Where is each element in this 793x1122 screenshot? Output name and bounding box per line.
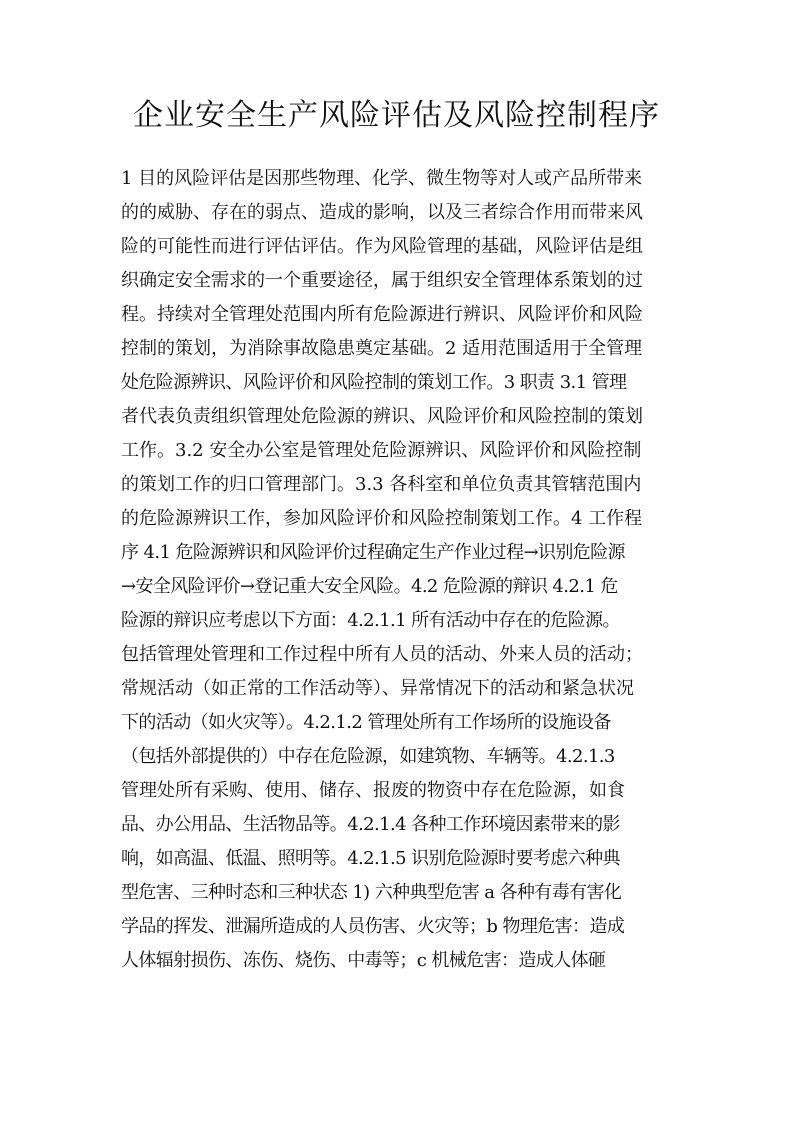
body-line: 控制的策划，为消除事故隐患奠定基础。2 适用范围适用于全管理 xyxy=(121,338,643,359)
body-line: 的的威胁、存在的弱点、造成的影响，以及三者综合作用而带来风 xyxy=(121,202,643,223)
body-line: 常规活动（如正常的工作活动等）、异常情况下的活动和紧急状况 xyxy=(121,678,634,699)
body-line: 响，如高温、低温、照明等。4.2.1.5 识别危险源时要考虑六种典 xyxy=(121,848,620,869)
body-line: 程。持续对全管理处范围内所有危险源进行辨识、风险评价和风险 xyxy=(121,304,643,325)
body-line: 险的可能性而进行评估评估。作为风险管理的基础，风险评估是组 xyxy=(121,236,643,257)
body-line: 险源的辩识应考虑以下方面：4.2.1.1 所有活动中存在的危险源。 xyxy=(121,610,620,631)
body-line: 包括管理处管理和工作过程中所有人员的活动、外来人员的活动； xyxy=(121,644,643,665)
body-line: →安全风险评价→登记重大安全风险。4.2 危险源的辩识 4.2.1 危 xyxy=(121,576,618,597)
body-line: （包括外部提供的）中存在危险源，如建筑物、车辆等。4.2.1.3 xyxy=(121,746,615,767)
body-line: 织确定安全需求的一个重要途径，属于组织安全管理体系策划的过 xyxy=(121,270,643,291)
body-line: 的危险源辨识工作，参加风险评价和风险控制策划工作。4 工作程 xyxy=(121,508,643,529)
body-line: 下的活动（如火灾等）。4.2.1.2 管理处所有工作场所的设施设备 xyxy=(121,712,611,733)
body-line: 序 4.1 危险源辨识和风险评价过程确定生产作业过程→识别危险源 xyxy=(121,542,625,563)
body-line: 工作。3.2 安全办公室是管理处危险源辨识、风险评价和风险控制 xyxy=(121,440,642,461)
body-line: 型危害、三种时态和三种状态 1) 六种典型危害 a 各种有毒有害化 xyxy=(121,882,622,903)
body-line: 管理处所有采购、使用、储存、报废的物资中存在危险源，如食 xyxy=(121,780,625,801)
body-line: 学品的挥发、泄漏所造成的人员伤害、火灾等；b 物理危害：造成 xyxy=(121,916,625,937)
body-line: 品、办公用品、生活物品等。4.2.1.4 各种工作环境因素带来的影 xyxy=(121,814,620,835)
body-line: 的策划工作的归口管理部门。3.3 各科室和单位负责其管辖范围内 xyxy=(121,474,642,495)
document-body xyxy=(121,162,678,978)
body-line: 1 目的风险评估是因那些物理、化学、微生物等对人或产品所带来 xyxy=(121,168,643,189)
body-line: 者代表负责组织管理处危险源的辨识、风险评价和风险控制的策划 xyxy=(121,406,643,427)
document-title: 企业安全生产风险评估及风险控制程序 xyxy=(133,98,660,133)
body-line: 人体辐射损伤、冻伤、烧伤、中毒等；c 机械危害：造成人体砸 xyxy=(121,950,606,971)
body-line: 处危险源辨识、风险评价和风险控制的策划工作。3 职责 3.1 管理 xyxy=(121,372,627,393)
